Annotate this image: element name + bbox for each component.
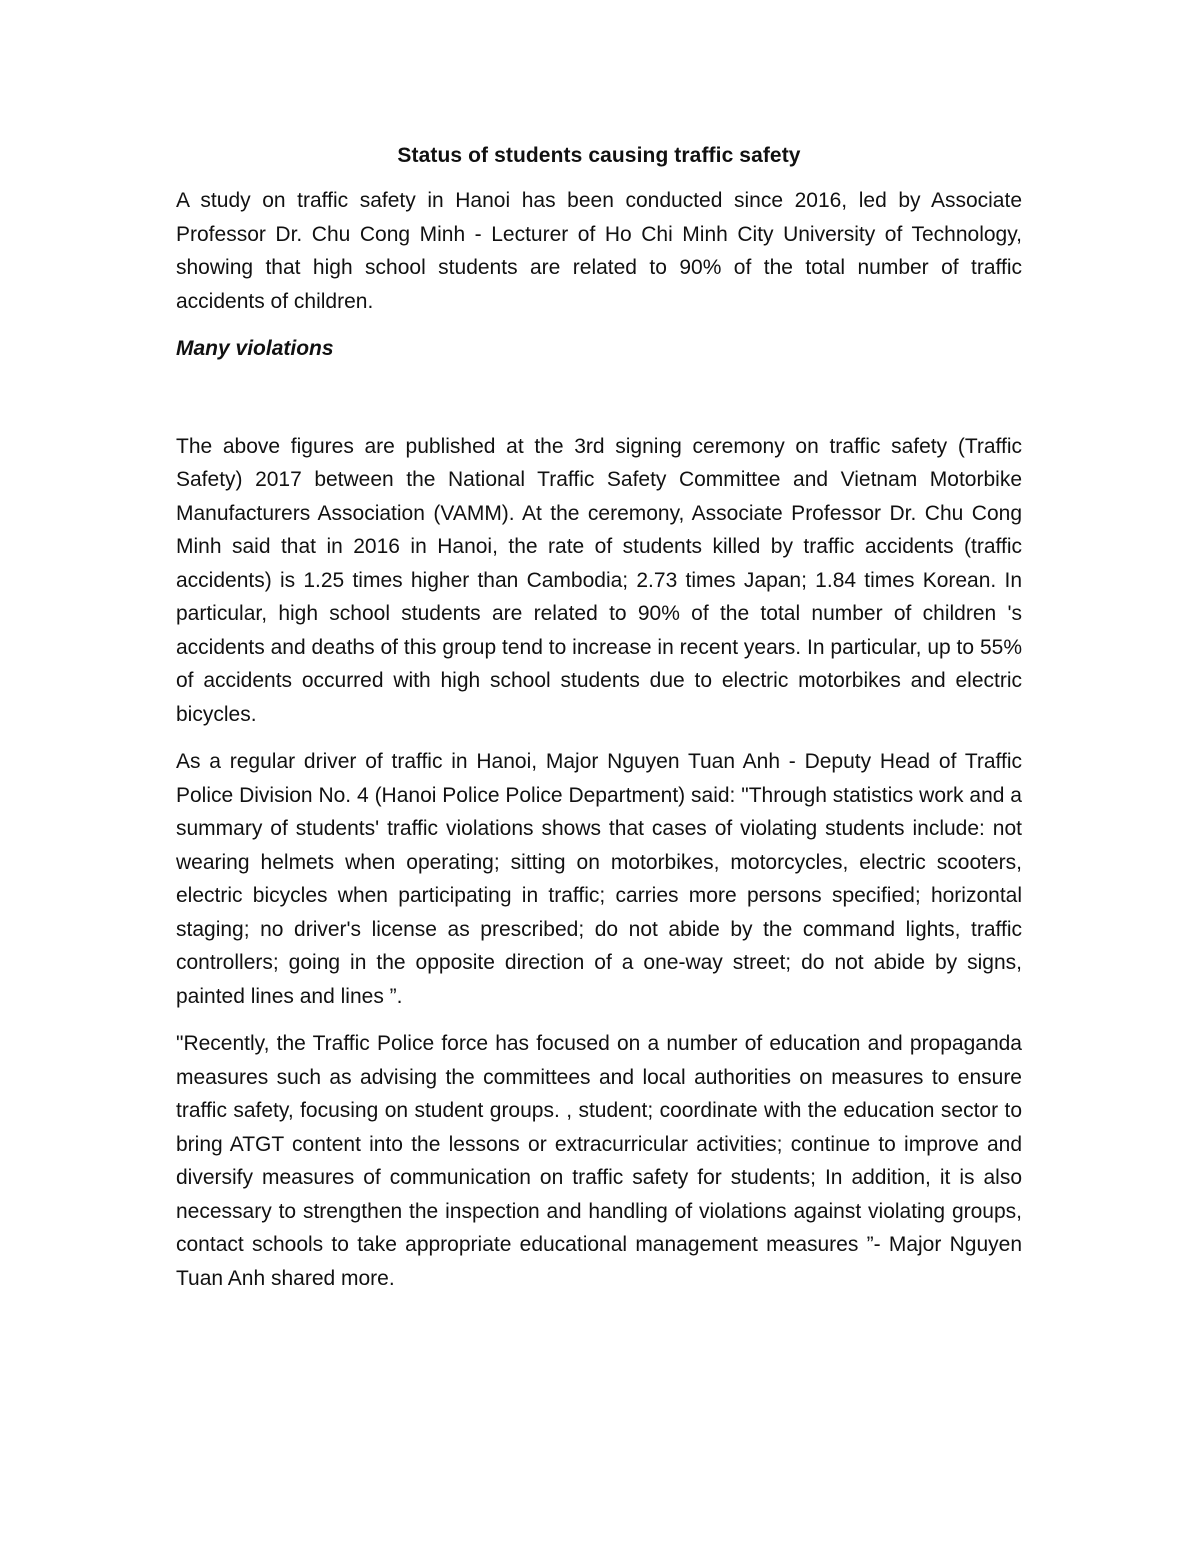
body-paragraph-2: As a regular driver of traffic in Hanoi, Major Nguyen Tuan Anh - Deputy Head of Traffic Police Division No. 4 (Hanoi Police Police Department) said: "Through statistics work and a summary of students' traffic violations shows that cases of violating students include: not wearing helmets when operating; sitting on motorbikes, motorcycles, electric scooters, electric bicycles when participating in traffic; carries more persons specified; horizontal staging; no driver's license as prescribed; do not abide by the command lights, traffic controllers; going in the opposite direction of a one-way street; do not abide by signs, painted lines and lines ”.: [176, 750, 1022, 1008]
document-page: [176, 140, 1022, 1309]
document-title: Status of students causing traffic safety: [397, 144, 801, 167]
body-paragraph-3: "Recently, the Traffic Police force has focused on a number of education and propaganda measures such as advising the committees and local authorities on measures to ensure traffic safety, focusing on student groups. , student; coordinate with the education sector to bring ATGT content into the lessons or extracurricular activities; continue to improve and diversify measures of communication on traffic safety for students; In addition, it is also necessary to strengthen the inspection and handling of violations against violating groups, contact schools to take appropriate educational management measures ”- Major Nguyen Tuan Anh shared more.: [176, 1032, 1022, 1290]
intro-paragraph: A study on traffic safety in Hanoi has been conducted since 2016, led by Associate Professor Dr. Chu Cong Minh - Lecturer of Ho Chi Minh City University of Technology, showing that high school students are related to 90% of the total number of traffic accidents of children.: [176, 189, 1022, 313]
body-paragraph-1: The above figures are published at the 3rd signing ceremony on traffic safety (Traffic Safety) 2017 between the National Traffic Safety Committee and Vietnam Motorbike Manufacturers Association (VAMM). At the ceremony, Associate Professor Dr. Chu Cong Minh said that in 2016 in Hanoi, the rate of students killed by traffic accidents (traffic accidents) is 1.25 times higher than Cambodia; 2.73 times Japan; 1.84 times Korean. In particular, high school students are related to 90% of the total number of children 's accidents and deaths of this group tend to increase in recent years. In particular, up to 55% of accidents occurred with high school students due to electric motorbikes and electric bicycles.: [176, 434, 1022, 726]
section-heading: Many violations: [176, 337, 334, 360]
